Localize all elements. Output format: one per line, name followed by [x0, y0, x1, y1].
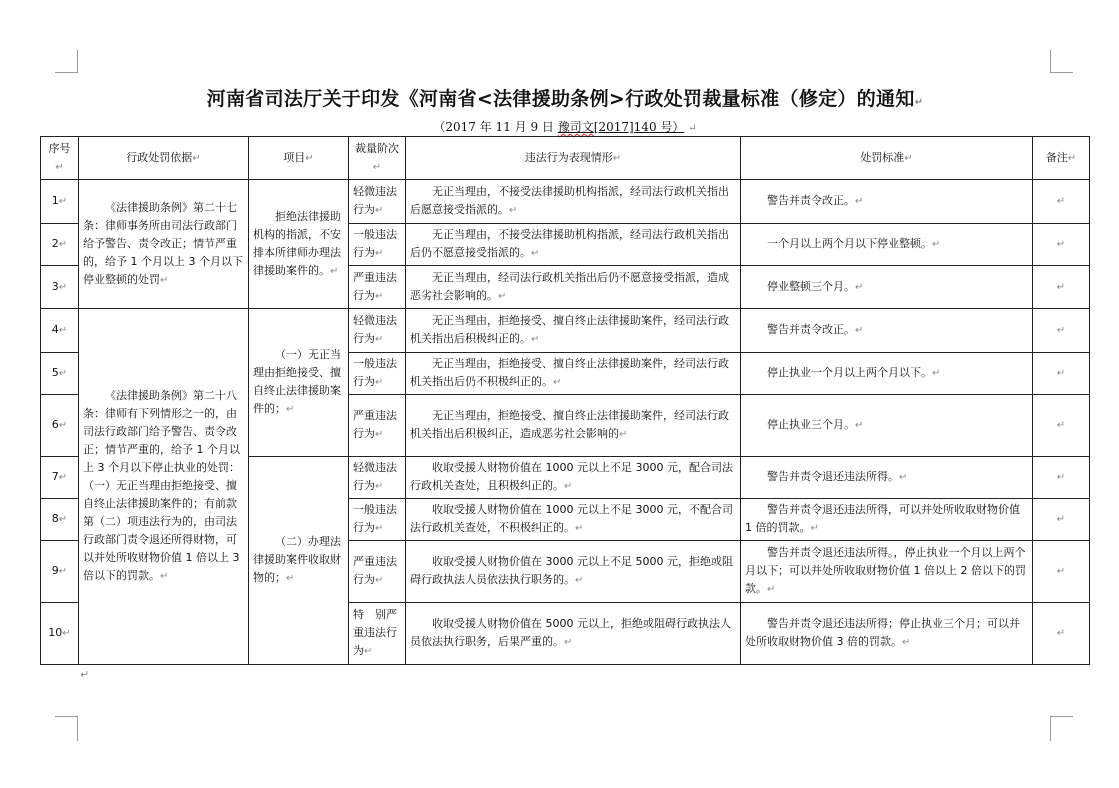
basis-cell: 《法律援助条例》第二十七条：律师事务所由司法行政部门给予警告、责令改正；情节严重的，给予 1 个月以上 3 个月以下停业整顿的处罚↵: [79, 180, 249, 309]
basis-cell: 《法律援助条例》第二十八条：律师有下列情形之一的，由司法行政部门给予警告、责令改正；情节严重的，给予 1 个月以上 3 个月以下停止执业的处罚：（一）无正当理由拒绝接受、擅自终止法律援助案件的；有前款第（二）项违法行为的，由司法行政部门责令退还所得财物，可以并处所收财物价值 1 倍以上 3 倍以下的罚款。↵: [79, 309, 249, 665]
table-row: 10↵ 特 别严重违法行为↵ 收取受援人财物价值在 5000 元以上，拒绝或阻碍行政执法人员依法执行职务，后果严重的。↵ 警告并责令退还违法所得；停止执业三个月；可以并处所收取财物价值 3 倍的罚款。↵ ↵: [41, 603, 1090, 665]
header-penalty: 处罚标准↵: [741, 137, 1033, 180]
end-paragraph-mark: ↵: [80, 668, 90, 681]
crop-mark-top-left: [55, 50, 78, 73]
table-row: 8↵ 一般违法行为↵ 收取受援人财物价值在 1000 元以上不足 3000 元，不配合司法行政机关查处，不积极纠正的。↵ 警告并责令退还违法所得，可以并处所收取财物价值 1 倍的罚款。↵ ↵: [41, 499, 1090, 541]
header-behavior: 违法行为表现情形↵: [406, 137, 741, 180]
header-item: 项目↵: [249, 137, 349, 180]
item-cell: （二）办理法律援助案件收取财物的；↵: [249, 457, 349, 665]
doc-number: [558, 120, 685, 134]
doc-number-suffix: [2017]140 号）: [593, 120, 685, 134]
table-row: 9↵ 严重违法行为↵ 收取受援人财物价值在 3000 元以上不足 5000 元，拒绝或阻碍行政执法人员依法执行职务的。↵ 警告并责令退还违法所得。，停止执业一个月以上两个月以下；可以并处所收取财物价值 1 倍以上 2 倍以下的罚款。↵ ↵: [41, 541, 1090, 603]
table-row: 4↵ 《法律援助条例》第二十八条：律师有下列情形之一的，由司法行政部门给予警告、责令改正；情节严重的，给予 1 个月以上 3 个月以下停止执业的处罚：（一）无正当理由拒绝接受、擅自终止法律援助案件的；有前款第（二）项违法行为的，由司法行政部门责令退还所得财物，可以并处所收财物价值 1 倍以上 3 倍以下的罚款。↵ （一）无正当理由拒绝接受、擅自终止法律援助案件的；↵ 轻微违法行为↵ 无正当理由，拒绝接受、擅自终止法律援助案件，经司法行政机关指出后积极纠正的。↵ 警告并责令改正。↵ ↵: [41, 309, 1090, 353]
table-row: 6↵ 严重违法行为↵ 无正当理由，拒绝接受、擅自终止法律援助案件，经司法行政机关指出后积极纠正，造成恶劣社会影响的↵ 停止执业三个月。↵ ↵: [41, 395, 1090, 457]
item-cell: （一）无正当理由拒绝接受、擅自终止法律援助案件的；↵: [249, 309, 349, 457]
crop-mark-bottom-right: [1050, 716, 1073, 741]
header-note: 备注↵: [1033, 137, 1090, 180]
table-row: 1↵ 《法律援助条例》第二十七条：律师事务所由司法行政部门给予警告、责令改正；情节严重的，给予 1 个月以上 3 个月以下停业整顿的处罚↵ 拒绝法律援助机构的指派，不安排本所律师办理法律援助案件的。↵ 轻微违法行为↵ 无正当理由，不接受法律援助机构指派，经司法行政机关指出后愿意接受指派的。↵ 警告并责令改正。↵ ↵: [41, 180, 1090, 224]
doc-number-prefix: 豫司文: [557, 120, 594, 134]
header-level: 裁量阶次↵: [349, 137, 406, 180]
table-row: 3↵ 严重违法行为↵ 无正当理由，经司法行政机关指出后仍不愿意接受指派，造成恶劣社会影响的。↵ 停业整顿三个月。↵ ↵: [41, 266, 1090, 309]
crop-mark-bottom-left: [55, 716, 78, 741]
table-header-row: [41, 137, 1090, 180]
item-cell: 拒绝法律援助机构的指派，不安排本所律师办理法律援助案件的。↵: [249, 180, 349, 309]
table-row: 7↵ （二）办理法律援助案件收取财物的；↵ 轻微违法行为↵ 收取受援人财物价值在 1000 元以上不足 3000 元，配合司法行政机关查处，且积极纠正的。↵ 警告并责令退还违法所得。↵ ↵: [41, 457, 1090, 499]
table-row: 2↵ 一般违法行为↵ 无正当理由，不接受法律援助机构指派，经司法行政机关指出后仍不愿意接受指派的。↵ 一个月以上两个月以下停业整顿。↵ ↵: [41, 224, 1090, 266]
document-subtitle: （2017 年 11 月 9 日 豫司文[2017]140 号） ↵: [433, 120, 697, 134]
document-title: 河南省司法厅关于印发《河南省<法律援助条例>行政处罚裁量标准（修定）的通知↵: [206, 88, 924, 110]
header-seq: 序号↵: [41, 137, 79, 180]
crop-mark-top-right: [1050, 50, 1073, 73]
header-basis: 行政处罚依据↵: [79, 137, 249, 180]
table-row: 5↵ 一般违法行为↵ 无正当理由，拒绝接受、擅自终止法律援助案件，经司法行政机关指出后仍不积极纠正的。↵ 停止执业一个月以上两个月以下。↵ ↵: [41, 353, 1090, 395]
penalty-standard-table: [40, 136, 1090, 665]
issue-date: （2017 年 11 月 9 日: [433, 120, 554, 134]
